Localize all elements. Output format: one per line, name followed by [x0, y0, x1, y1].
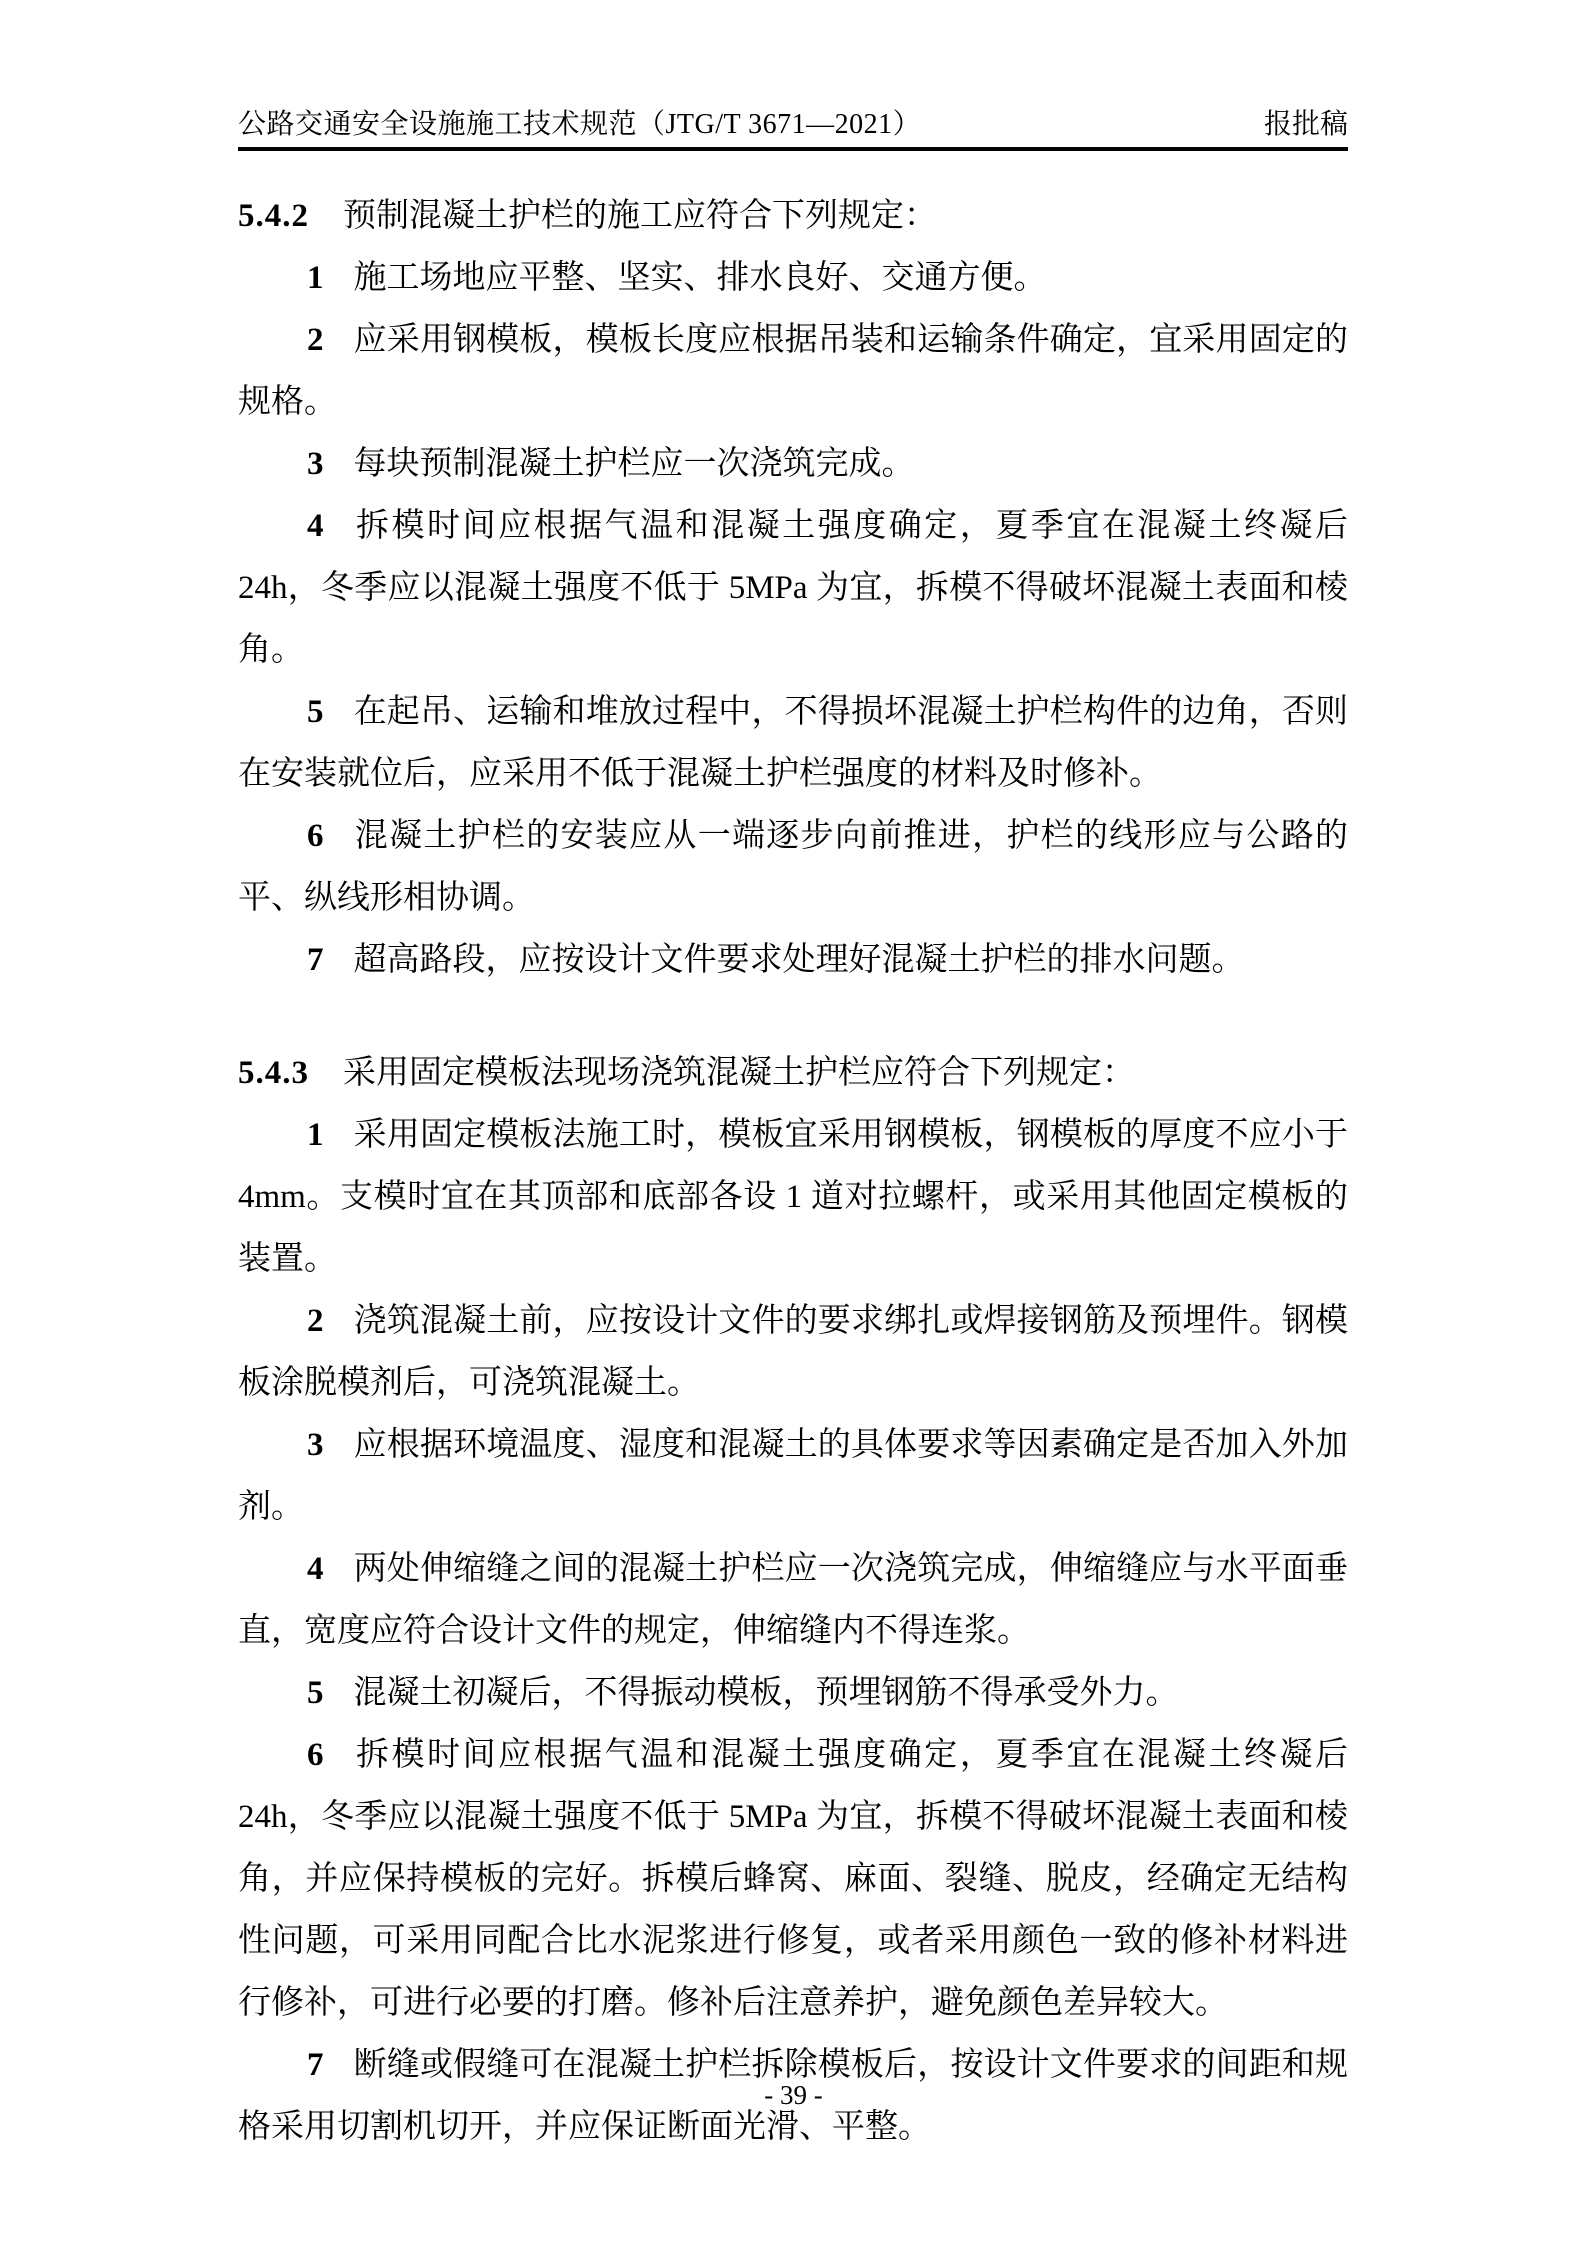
list-item: [238, 1104, 1348, 1290]
item-number: 4: [307, 508, 324, 544]
item-text: 每块预制混凝土护栏应一次浇筑完成。: [353, 446, 915, 482]
item-number: 7: [307, 942, 324, 978]
list-item: [238, 495, 1348, 681]
item-number: 2: [307, 322, 324, 358]
item-text: 两处伸缩缝之间的混凝土护栏应一次浇筑完成，伸缩缝应与水平面垂直，宽度应符合设计文件的规定，伸缩缝内不得连浆。: [238, 1551, 1348, 1649]
item-number: 1: [307, 260, 324, 296]
item-number: 6: [307, 818, 324, 854]
item-text: 拆模时间应根据气温和混凝土强度确定，夏季宜在混凝土终凝后 24h，冬季应以混凝土强度不低于 5MPa 为宜，拆模不得破坏混凝土表面和棱角。: [238, 508, 1348, 668]
list-item: [238, 1662, 1348, 1724]
page-number: - 39 -: [764, 2080, 823, 2110]
header-title: 公路交通安全设施施工技术规范（JTG/T 3671—2021）: [238, 109, 922, 140]
list-item: [238, 681, 1348, 805]
item-text: 应采用钢模板，模板长度应根据吊装和运输条件确定，宜采用固定的规格。: [238, 322, 1348, 420]
section-number: 5.4.3: [238, 1055, 309, 1091]
section-number: 5.4.2: [238, 198, 309, 234]
section-heading-text: 预制混凝土护栏的施工应符合下列规定：: [343, 198, 937, 234]
item-number: 5: [307, 1675, 324, 1711]
list-item: [238, 1724, 1348, 2034]
list-item: [238, 805, 1348, 929]
list-item: [238, 433, 1348, 495]
item-text: 超高路段，应按设计文件要求处理好混凝土护栏的排水问题。: [353, 942, 1245, 978]
item-number: 5: [307, 694, 324, 730]
item-number: 3: [307, 1427, 324, 1463]
item-number: 1: [307, 1117, 324, 1153]
list-item: [238, 309, 1348, 433]
item-number: 2: [307, 1303, 324, 1339]
page-footer: [0, 2080, 1587, 2110]
document-body: [238, 185, 1348, 2158]
list-item: [238, 1538, 1348, 1662]
header-status-label: 报批稿: [1263, 109, 1348, 140]
section-heading-text: 采用固定模板法现场浇筑混凝土护栏应符合下列规定：: [343, 1055, 1135, 1091]
page-header: [238, 108, 1348, 151]
list-item: [238, 929, 1348, 991]
item-number: 4: [307, 1551, 324, 1587]
list-item: [238, 1290, 1348, 1414]
item-number: 7: [307, 2047, 324, 2083]
item-text: 浇筑混凝土前，应按设计文件的要求绑扎或焊接钢筋及预埋件。钢模板涂脱模剂后，可浇筑混凝土。: [238, 1303, 1348, 1401]
item-text: 应根据环境温度、湿度和混凝土的具体要求等因素确定是否加入外加剂。: [238, 1427, 1348, 1525]
list-item: [238, 1414, 1348, 1538]
section-heading-5-4-3: [238, 1042, 1348, 1104]
item-text: 拆模时间应根据气温和混凝土强度确定，夏季宜在混凝土终凝后 24h，冬季应以混凝土强度不低于 5MPa 为宜，拆模不得破坏混凝土表面和棱角，并应保持模板的完好。拆模后蜂窝、麻面、裂缝、脱皮，经确定无结构性问题，可采用同配合比水泥浆进行修复，或者采用颜色一致的修补材料进行修补，可进行必要的打磨。修补后注意养护，避免颜色差异较大。: [238, 1737, 1348, 2021]
list-item: [238, 247, 1348, 309]
item-text: 施工场地应平整、坚实、排水良好、交通方便。: [353, 260, 1047, 296]
section-heading-5-4-2: [238, 185, 1348, 247]
item-text: 断缝或假缝可在混凝土护栏拆除模板后，按设计文件要求的间距和规格采用切割机切开，并应保证断面光滑、平整。: [238, 2047, 1348, 2145]
item-text: 混凝土初凝后，不得振动模板，预埋钢筋不得承受外力。: [353, 1675, 1179, 1711]
item-number: 3: [307, 446, 324, 482]
item-text: 混凝土护栏的安装应从一端逐步向前推进，护栏的线形应与公路的平、纵线形相协调。: [238, 818, 1348, 916]
item-text: 采用固定模板法施工时，模板宜采用钢模板，钢模板的厚度不应小于 4mm。支模时宜在其顶部和底部各设 1 道对拉螺杆，或采用其他固定模板的装置。: [238, 1117, 1348, 1277]
item-number: 6: [307, 1737, 324, 1773]
item-text: 在起吊、运输和堆放过程中，不得损坏混凝土护栏构件的边角，否则在安装就位后，应采用不低于混凝土护栏强度的材料及时修补。: [238, 694, 1348, 792]
